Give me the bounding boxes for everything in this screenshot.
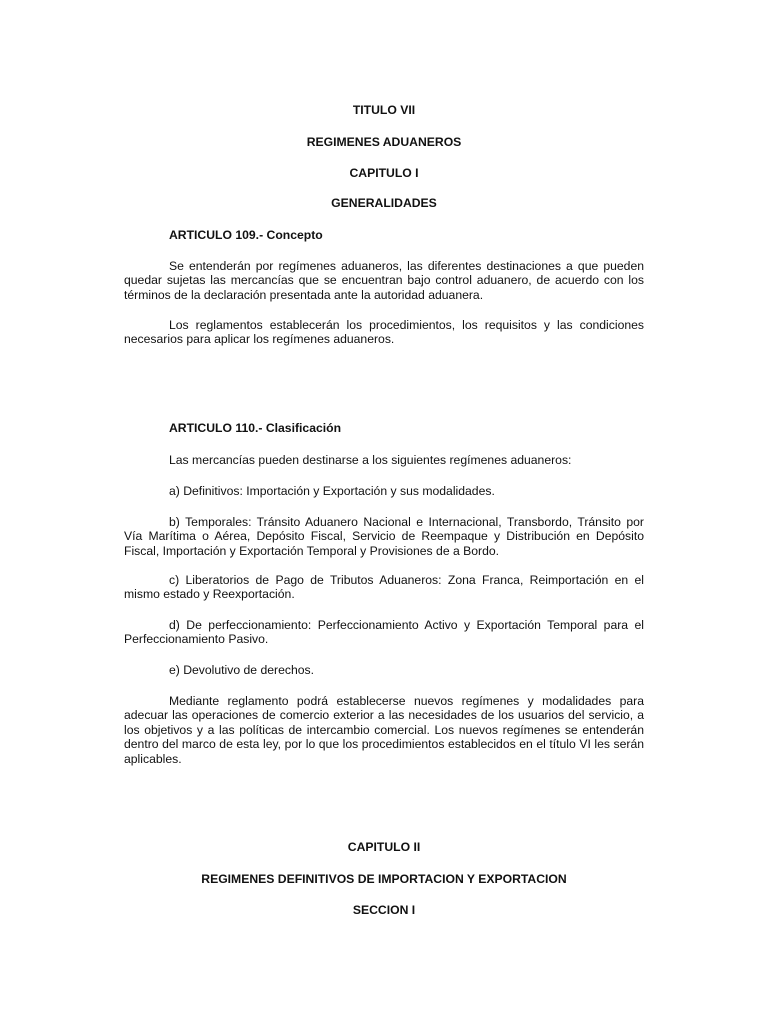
chapter-2-title: CAPITULO II (347, 840, 421, 854)
article-110-heading: ARTICULO 110.- Clasificación (169, 421, 342, 435)
section-generalidades: GENERALIDADES (331, 196, 437, 210)
title-regimenes: REGIMENES ADUANEROS (306, 135, 462, 149)
article-110-item-d: d) De perfeccionamiento: Perfeccionamiento Activo y Exportación Temporal para el Perfeccionamiento Pasivo. (124, 618, 644, 647)
article-109-paragraph-1: Se entenderán por regímenes aduaneros, las diferentes destinaciones a que pueden quedar sujetas las mercancías que se encuentran bajo control aduanero, de acuerdo con los términos de la declaración presentada ante la autoridad aduanera. (124, 259, 644, 302)
title-titulo: TITULO VII (352, 103, 416, 117)
article-110-item-e: e) Devolutivo de derechos. (169, 663, 314, 677)
article-110-item-b: b) Temporales: Tránsito Aduanero Nacional e Internacional, Transbordo, Tránsito por Vía Marítima o Aérea, Depósito Fiscal, Servicio de Reempaque y Distribución en Depósito Fiscal, Importación y Exportación Temporal y Provisiones de a Bordo. (124, 515, 644, 558)
article-110-intro: Las mercancías pueden destinarse a los siguientes regímenes aduaneros: (169, 453, 572, 467)
chapter-1-title: CAPITULO I (349, 166, 419, 180)
article-109-heading: ARTICULO 109.- Concepto (169, 228, 323, 242)
article-109-paragraph-2: Los reglamentos establecerán los procedimientos, los requisitos y las condiciones necesarios para aplicar los regímenes aduaneros. (124, 318, 644, 347)
article-110-closing: Mediante reglamento podrá establecerse nuevos regímenes y modalidades para adecuar las operaciones de comercio exterior a las necesidades de los usuarios del servicio, a los objetivos y a las políticas de intercambio comercial. Los nuevos regímenes se entenderán dentro del marco de esta ley, por lo que los procedimientos establecidos en el título VI les serán aplicables. (124, 694, 644, 766)
chapter-2-subtitle: REGIMENES DEFINITIVOS DE IMPORTACION Y EXPORTACION (201, 872, 567, 886)
article-110-item-c: c) Liberatorios de Pago de Tributos Aduaneros: Zona Franca, Reimportación en el mismo estado y Reexportación. (124, 573, 644, 602)
article-110-item-a: a) Definitivos: Importación y Exportación y sus modalidades. (169, 484, 495, 498)
section-1-title: SECCION I (352, 903, 416, 917)
